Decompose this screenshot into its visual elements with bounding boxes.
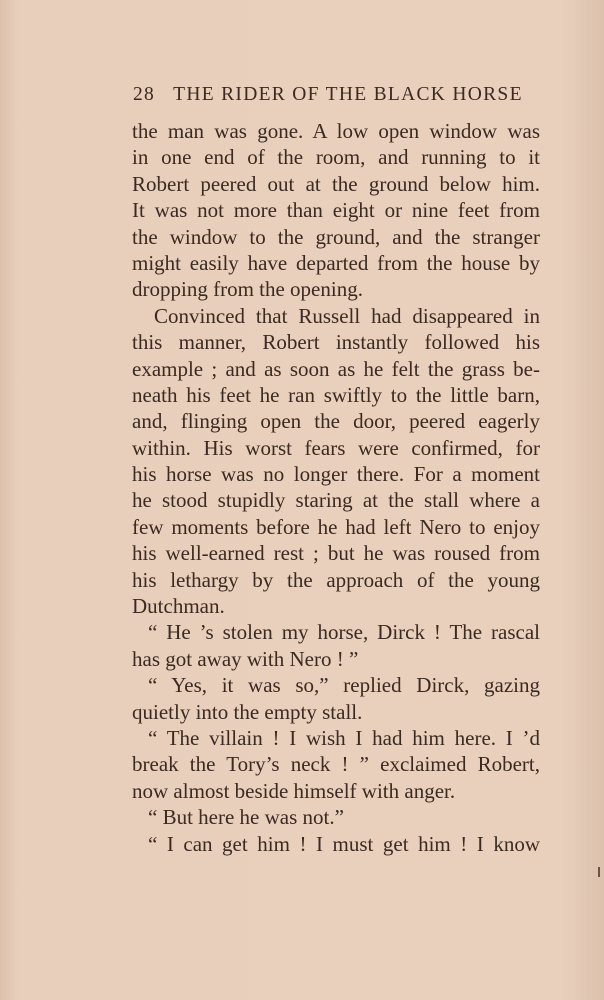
text-line: the man was gone. A low open window was [132,119,540,143]
page-number: 28 [133,84,156,105]
text-line: “ The villain ! I wish I had him here. I ’d [148,725,540,750]
text-line: quietly into the empty stall. [132,699,363,724]
text-line: in one end of the room, and running to it [132,145,540,170]
text-line: example ; and as soon as he felt the grass be- [132,356,540,381]
text-line: his well-earned rest ; but he was roused from [132,541,540,566]
text-line: now almost beside himself with anger. [132,778,456,803]
text-line: break the Tory’s neck ! ” exclaimed Robert, [132,752,540,777]
text-line: Convinced that Russell had disappeared in [154,303,540,328]
text-line: “ Yes, it was so,” replied Dirck, gazing [148,673,540,698]
text-line: the window to the ground, and the stranger [132,224,540,249]
text-line: “ He ’s stolen my horse, Dirck ! The rascal [148,620,540,645]
text-line: his lethargy by the approach of the young [132,567,540,592]
text-line: within. His worst fears were confirmed, for [132,435,540,460]
text-line: It was not more than eight or nine feet from [132,198,540,223]
body-text [132,118,540,857]
text-line: Robert peered out at the ground below him. [132,171,540,196]
running-title: THE RIDER OF THE BLACK HORSE [173,84,523,105]
text-line: Dutchman. [132,594,225,619]
running-header [133,84,523,106]
text-line: might easily have departed from the house by [132,250,540,275]
text-line: “ I can get him ! I must get him ! I know [148,831,540,856]
text-line: he stood stupidly staring at the stall where a [132,488,540,513]
text-line: dropping from the opening. [132,277,363,302]
text-line: few moments before he had left Nero to enjoy [132,514,540,539]
margin-mark [598,867,600,877]
text-line: and, flinging open the door, peered eagerly [132,409,540,434]
text-line: his horse was no longer there. For a moment [132,462,540,487]
text-line: neath his feet he ran swiftly to the little barn, [132,382,540,407]
text-line: this manner, Robert instantly followed his [132,330,540,355]
text-line: “ But here he was not.” [148,805,344,830]
text-line: has got away with Nero ! ” [132,646,359,671]
